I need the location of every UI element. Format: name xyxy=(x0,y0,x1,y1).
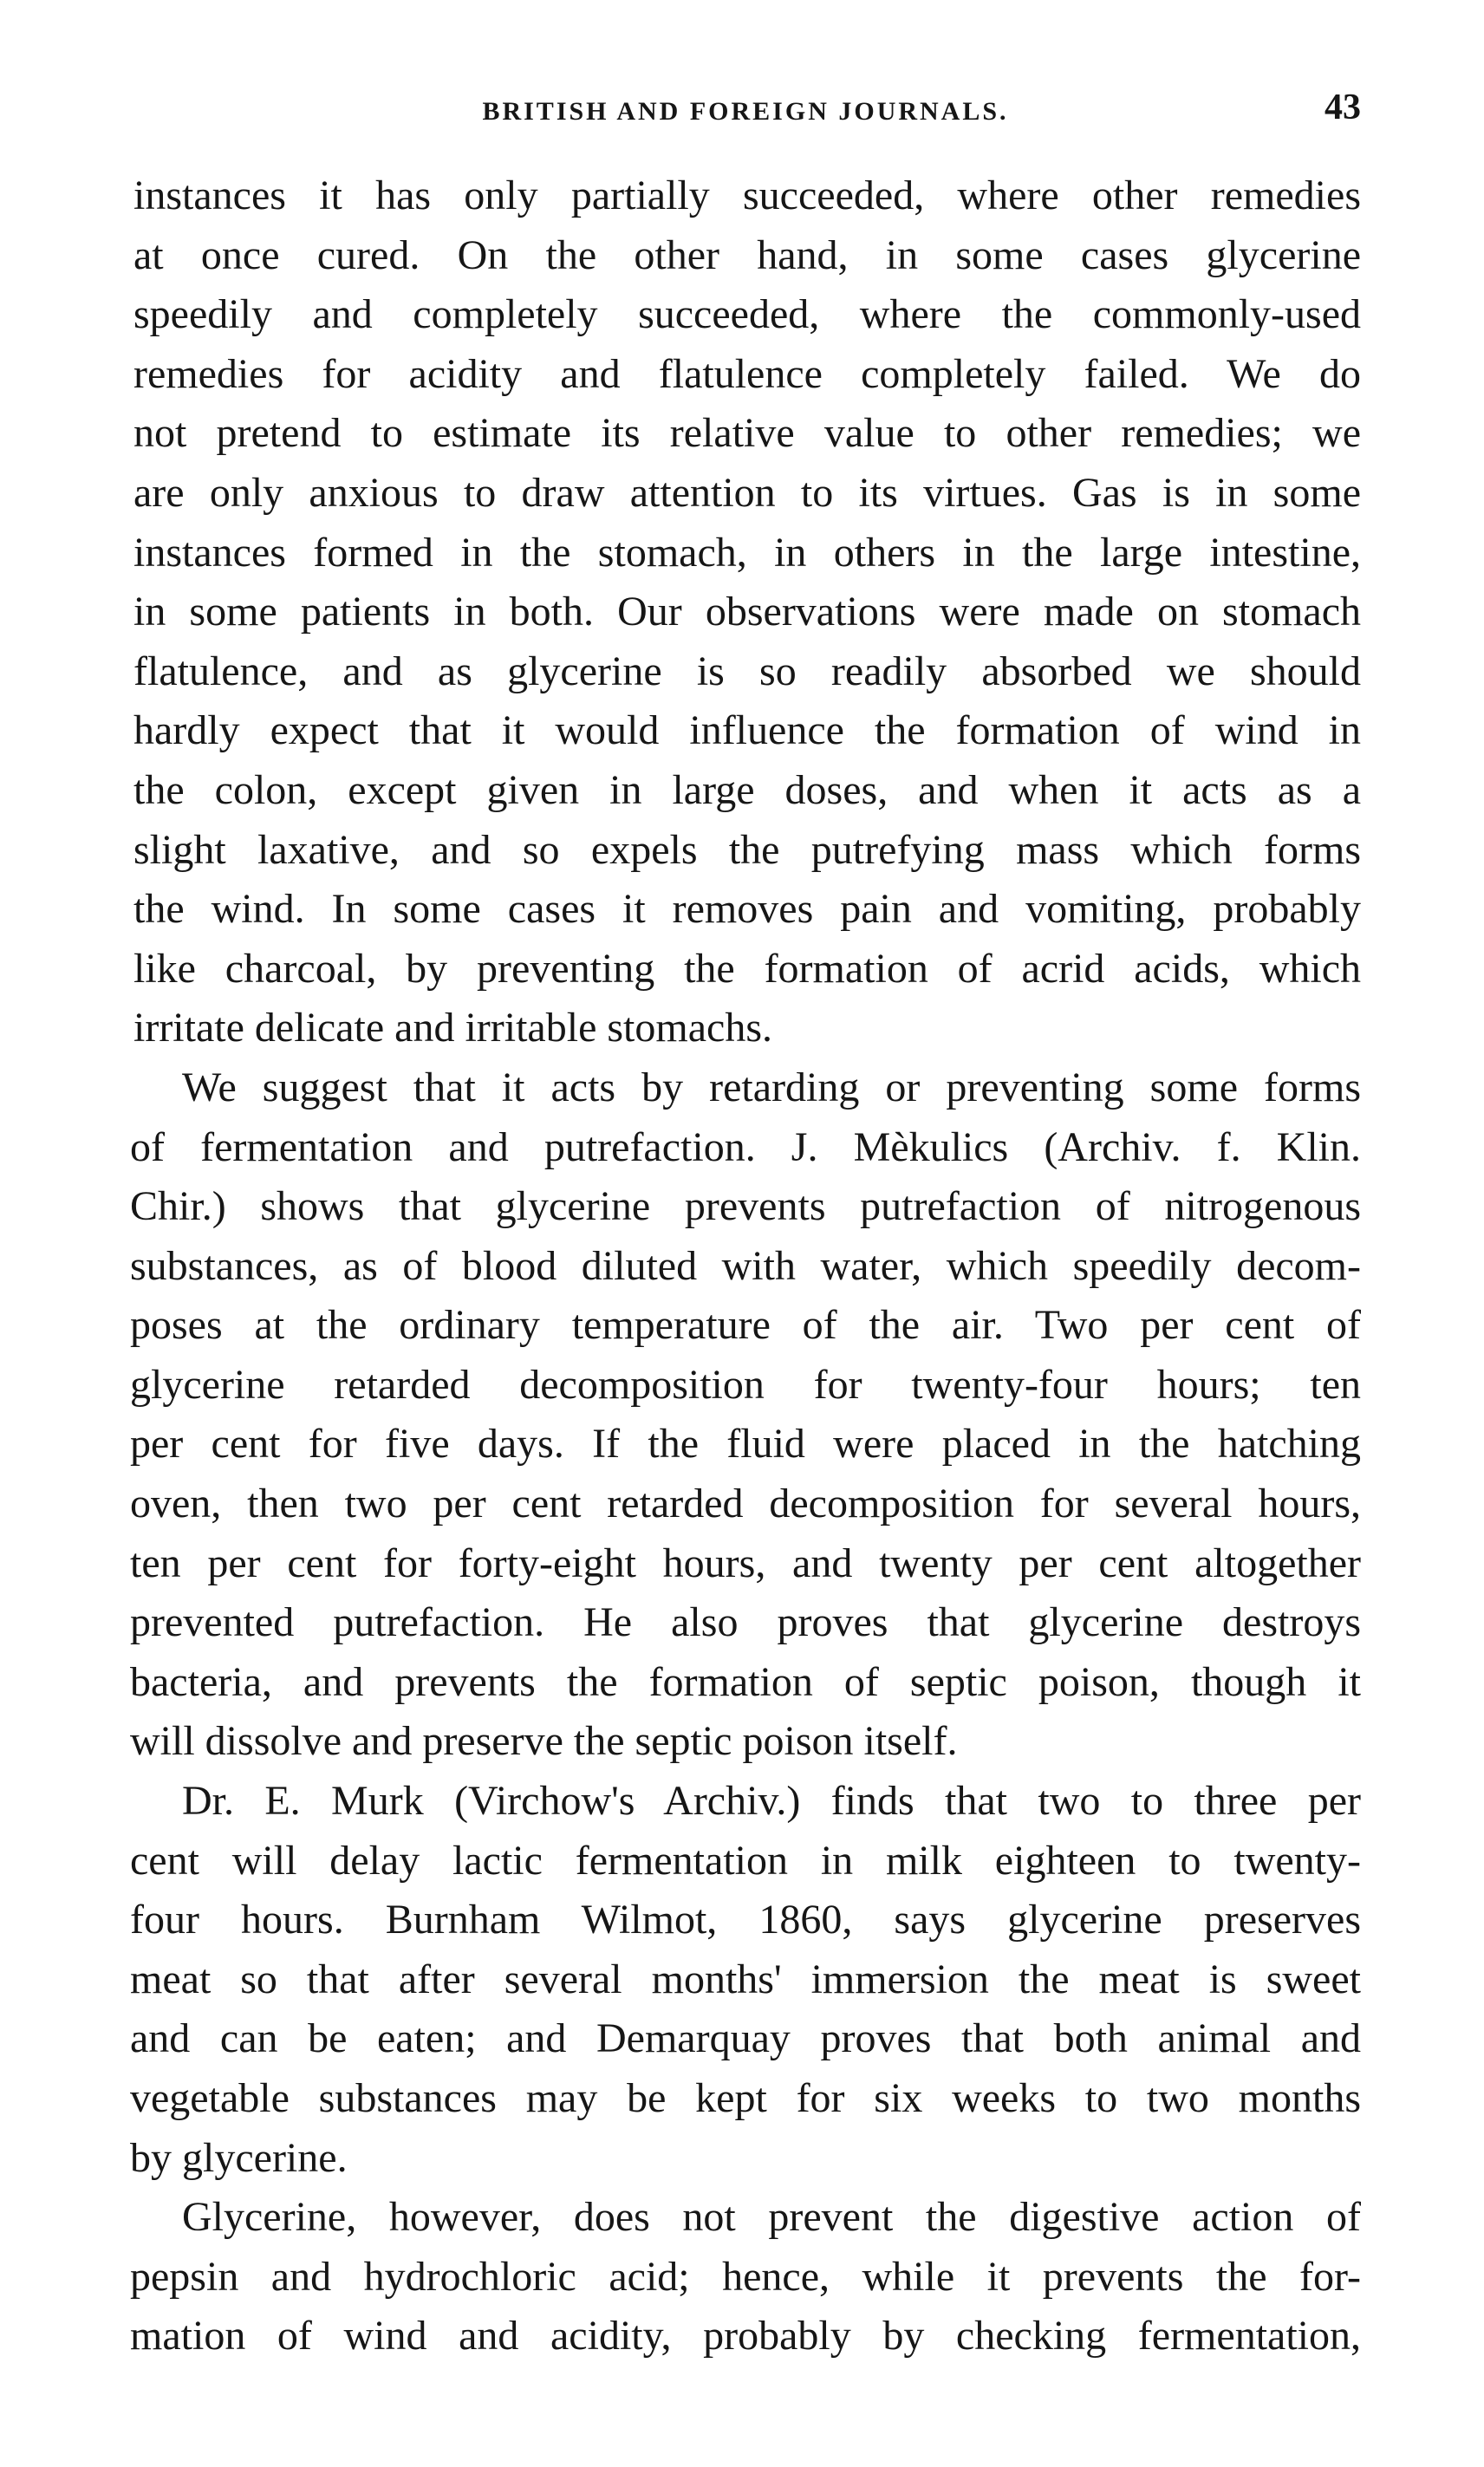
text-line: Dr. E. Murk (Virchow's Archiv.) finds that two to three per xyxy=(182,1778,1361,1825)
text-line: oven, then two per cent retarded decomposition for several hours, xyxy=(130,1481,1361,1527)
text-line: and can be eaten; and Demarquay proves that both animal and xyxy=(130,2015,1361,2062)
text-line: ten per cent for forty-eight hours, and twenty per cent altogether xyxy=(130,1539,1361,1586)
text-line: cent will delay lactic fermentation in milk eighteen to twenty- xyxy=(130,1837,1361,1884)
running-title: BRITISH AND FOREIGN JOURNALS. xyxy=(482,97,1009,126)
text-line: flatulence, and as glycerine is so readily absorbed we should xyxy=(133,648,1361,694)
text-line: bacteria, and prevents the formation of septic poison, though it xyxy=(130,1658,1361,1705)
text-line: are only anxious to draw attention to its virtues. Gas is in some xyxy=(133,469,1361,516)
text-line: the wind. In some cases it removes pain and vomiting, probably xyxy=(133,886,1361,933)
text-line: irritate delicate and irritable stomachs. xyxy=(133,1005,773,1051)
page-number: 43 xyxy=(1325,88,1361,127)
text-line: like charcoal, by preventing the formation of acrid acids, which xyxy=(133,945,1361,992)
text-line: will dissolve and preserve the septic poison itself. xyxy=(130,1718,958,1765)
text-line: prevented putrefaction. He also proves that glycerine destroys xyxy=(130,1599,1361,1646)
text-line: vegetable substances may be kept for six weeks to two months xyxy=(130,2075,1361,2121)
running-head xyxy=(130,85,1361,137)
text-line: the colon, except given in large doses, and when it acts as a xyxy=(133,766,1361,813)
text-line: pepsin and hydrochloric acid; hence, while it prevents the for- xyxy=(130,2253,1361,2300)
text-line: four hours. Burnham Wilmot, 1860, says glycerine preserves xyxy=(130,1897,1361,1943)
body-text xyxy=(130,166,1361,2366)
text-line: glycerine retarded decomposition for twenty-four hours; ten xyxy=(130,1361,1361,1408)
text-line: at once cured. On the other hand, in some cases glycerine xyxy=(133,231,1361,278)
text-line: slight laxative, and so expels the putrefying mass which forms xyxy=(133,826,1361,873)
text-line: per cent for five days. If the fluid were placed in the hatching xyxy=(130,1421,1361,1468)
text-line: Glycerine, however, does not prevent the digestive action of xyxy=(182,2194,1361,2241)
text-line: by glycerine. xyxy=(130,2134,348,2181)
text-line: speedily and completely succeeded, where the commonly-used xyxy=(133,291,1361,338)
text-line: We suggest that it acts by retarding or preventing some forms xyxy=(182,1064,1361,1110)
text-line: instances formed in the stomach, in others in the large intestine, xyxy=(133,529,1361,576)
text-line: of fermentation and putrefaction. J. Mèkulics (Archiv. f. Klin. xyxy=(130,1123,1361,1170)
text-line: substances, as of blood diluted with water, which speedily decom- xyxy=(130,1242,1361,1289)
text-line: in some patients in both. Our observations were made on stomach xyxy=(133,589,1361,635)
text-line: meat so that after several months' immersion the meat is sweet xyxy=(130,1956,1361,2002)
text-line: Chir.) shows that glycerine prevents putrefaction of nitrogenous xyxy=(130,1183,1361,1230)
text-line: poses at the ordinary temperature of the air. Two per cent of xyxy=(130,1302,1361,1349)
text-line: remedies for acidity and flatulence completely failed. We do xyxy=(133,350,1361,397)
text-line: not pretend to estimate its relative value to other remedies; we xyxy=(133,410,1361,457)
text-line: mation of wind and acidity, probably by checking fermentation, xyxy=(130,2313,1361,2360)
text-line: hardly expect that it would influence the formation of wind in xyxy=(133,707,1361,754)
text-line: instances it has only partially succeeded, where other remedies xyxy=(133,172,1361,218)
